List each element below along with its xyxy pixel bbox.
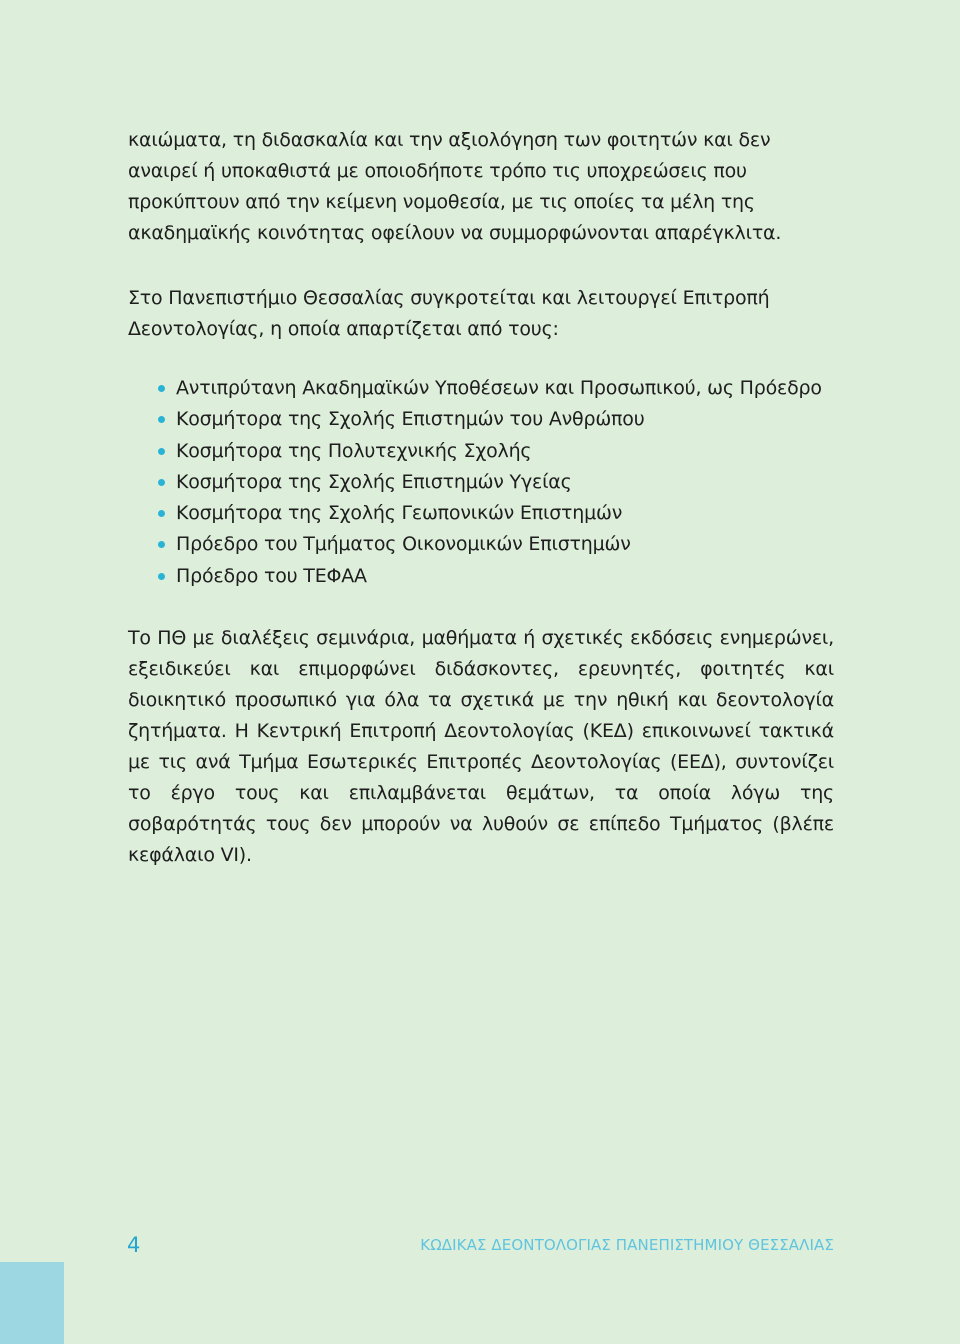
bullet-icon: [158, 416, 165, 423]
bullet-icon: [158, 541, 165, 548]
bullet-icon: [158, 448, 165, 455]
list-item: [158, 373, 858, 404]
list-item-label: Κοσμήτορα της Πολυτεχνικής Σχολής: [176, 439, 532, 462]
list-item-label: Πρόεδρο του ΤΕΦΑΑ: [176, 564, 367, 587]
list-item-label: Πρόεδρο του Τμήματος Οικονομικών Επιστημών: [176, 533, 631, 556]
page-number: 4: [127, 1233, 141, 1257]
body-paragraph-training: Το ΠΘ με διαλέξεις σεμινάρια, μαθήματα ή σχετικές εκδόσεις ενημερώνει, εξειδικεύει και επιμορφώνει διδάσκοντες, ερευνητές, φοιτητές και διοικητικό προσωπικό για όλα τα σχετικά με την ηθική και δεοντολογία ζητήματα. Η Κεντρική Επιτροπή Δεοντολογίας (ΚΕΔ) επικοινωνεί τακτικά με τις ανά Τμήμα Εσωτερικές Επιτροπές Δεοντολογίας (ΕΕΔ), συντονίζει το έργο τους και επιλαμβάνεται θεμάτων, τα οποία λόγω της σοβαρότητάς τους δεν μπορούν να λυθούν σε επίπεδο Τμήματος (βλέπε κεφάλαιο VI).: [128, 627, 834, 866]
list-item-label: Κοσμήτορα της Σχολής Επιστημών Υγείας: [176, 470, 572, 493]
body-paragraph-committee: Στο Πανεπιστήμιο Θεσσαλίας συγκροτείται και λειτουργεί Επιτροπή Δεοντολογίας, η οποία απαρτίζεται από τους:: [128, 287, 770, 340]
bullet-icon: [158, 573, 165, 580]
list-item: [158, 404, 858, 435]
body-paragraph-intro: καιώματα, τη διδασκαλία και την αξιολόγηση των φοιτητών και δεν αναιρεί ή υποκαθιστά με οποιοδήποτε τρόπο τις υποχρεώσεις που προκύπτουν από την κείμενη νομοθεσία, με τις οποίες τα μέλη της ακαδημαϊκής κοινότητας οφείλουν να συμμορφώνονται απαρέγκλιτα.: [128, 129, 782, 244]
list-item: [158, 561, 858, 592]
list-item-label: Αντιπρύτανη Ακαδημαϊκών Υποθέσεων και Προσωπικού, ως Πρόεδρο: [176, 377, 822, 399]
bullet-icon: [158, 510, 165, 517]
running-footer-title: ΚΩΔΙΚΑΣ ΔΕΟΝΤΟΛΟΓΙΑΣ ΠΑΝΕΠΙΣΤΗΜΙΟΥ ΘΕΣΣΑΛΙΑΣ: [420, 1236, 834, 1254]
list-item: [158, 498, 858, 529]
list-item: [158, 436, 858, 467]
corner-accent-block: [0, 1262, 64, 1344]
bullet-icon: [158, 385, 165, 392]
list-item: [158, 467, 858, 498]
committee-members-list: [158, 373, 858, 592]
list-item-label: Κοσμήτορα της Σχολής Γεωπονικών Επιστημών: [176, 502, 623, 525]
bullet-icon: [158, 479, 165, 486]
list-item-label: Κοσμήτορα της Σχολής Επιστημών του Ανθρώπου: [176, 408, 645, 431]
list-item: [158, 529, 858, 560]
